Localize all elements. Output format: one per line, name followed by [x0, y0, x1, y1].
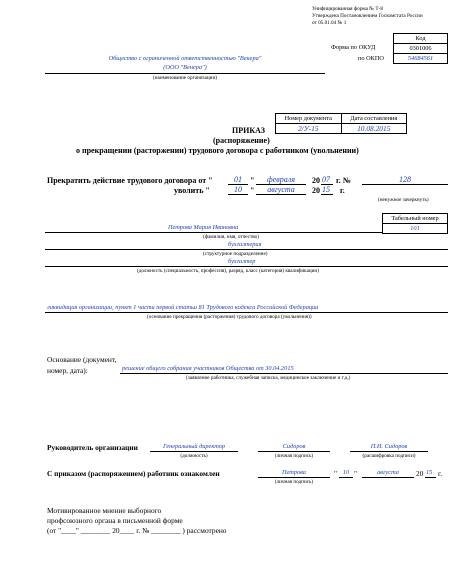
terminate-label: Прекратить действие трудового договора от ": [47, 176, 213, 185]
department-underline: [45, 249, 448, 250]
contract-number-prefix: г. №: [336, 176, 351, 185]
position-underline: [45, 266, 448, 267]
head-signature-underline: [258, 451, 330, 452]
quote-mark: ": [250, 176, 255, 185]
head-label: Руководитель организации: [47, 443, 138, 452]
organization-caption: (наименование организации): [153, 75, 217, 81]
dismiss-month-underline: [256, 194, 306, 195]
document-number-header: Номер документа: [276, 114, 342, 124]
okpo-value: 54684561: [394, 54, 448, 64]
grounds-text: ликвидация организации, пункт 1 части первой статьи 81 Трудового кодекса Российской Федерации: [47, 304, 319, 311]
acquainted-label: С приказом (распоряжением) работник ознакомлен: [47, 469, 220, 478]
union-line-2: профсоюзного органа в письменной форме: [47, 516, 183, 525]
head-position-caption: (должность): [180, 453, 208, 459]
contract-number-underline: [362, 184, 448, 185]
basis-caption: (заявление работника, служебная записка, медицинское заключение и т.д.): [186, 375, 351, 381]
acquainted-month-underline: [362, 477, 414, 478]
organization-name-line-2: (ООО "Венера"): [163, 64, 207, 71]
contract-number: 128: [399, 175, 411, 184]
quote-mark-2: ": [250, 186, 255, 195]
dismiss-year: 15: [322, 185, 330, 194]
position-caption: (должность (специальность, профессия), разряд, класс (категория) квалификации): [137, 268, 319, 274]
basis-underline: [120, 373, 448, 374]
contract-month: февраля: [267, 175, 295, 184]
head-decoding-underline: [350, 451, 428, 452]
contract-year-prefix: 20: [312, 176, 320, 185]
acquainted-day-underline: [339, 477, 353, 478]
dismiss-month: августа: [267, 185, 295, 194]
employee-name: Петрова Мария Ивановна: [168, 224, 239, 231]
head-signature: Сидоров: [282, 443, 306, 450]
acquainted-signature: Петрова: [282, 469, 306, 476]
acquainted-signature-caption: (личная подпись): [274, 479, 314, 485]
organization-name-line-1: Общество с ограниченной ответственностью "Венера": [108, 55, 262, 62]
basis-label-line-1: Основание (документ,: [47, 355, 117, 364]
department-caption: (структурное подразделение): [203, 251, 268, 257]
acquainted-day: 10: [342, 469, 350, 476]
document-date-value: 10.08.2015: [341, 124, 407, 134]
dismiss-year-suffix: г.: [340, 186, 345, 195]
head-position-underline: [150, 451, 238, 452]
document-subject: о прекращении (расторжении) трудового договора с работником (увольнении): [76, 146, 359, 155]
head-position: Генеральный директор: [162, 443, 226, 450]
employee-department: бухгалтерия: [228, 241, 262, 248]
dismiss-label: уволить ": [174, 186, 210, 195]
tab-number-value: 101: [383, 224, 448, 234]
acquainted-year-prefix: 20: [416, 469, 424, 478]
grounds-caption: (основание прекращения (расторжения) трудового договора (увольнения)): [147, 314, 312, 320]
quote-mark-3: ": [334, 469, 338, 478]
contract-day: 01: [234, 175, 242, 184]
acquainted-signature-underline: [258, 477, 330, 478]
okpo-label: по ОКПО: [358, 55, 384, 62]
okud-value: 0301006: [394, 44, 448, 54]
basis-label-line-2: номер, дата):: [47, 366, 88, 375]
document-table: [275, 113, 407, 134]
head-decoding: П.И. Сидоров: [370, 443, 408, 450]
form-header-line-2: Утверждена Постановлением Госкомстата России: [312, 13, 423, 19]
tab-number-table: [382, 213, 448, 234]
union-line-3: (от "____" ________ 20____ г. № ________ ) рассмотрено: [47, 526, 227, 535]
organization-underline: [45, 73, 325, 74]
union-line-1: Мотивированное мнение выборного: [47, 506, 162, 515]
form-header-line-3: от 05.01.04 № 1: [312, 20, 347, 26]
employee-name-underline: [45, 232, 382, 233]
unneeded-caption: (ненужное зачеркнуть): [378, 197, 429, 203]
dismiss-year-prefix: 20: [312, 186, 320, 195]
employee-name-caption: (фамилия, имя, отчество): [203, 234, 259, 240]
code-header: Код: [394, 34, 448, 44]
grounds-underline: [45, 312, 448, 313]
document-date-header: Дата составления: [341, 114, 407, 124]
employee-position: бухгалтер: [228, 258, 256, 265]
acquainted-month: августа: [377, 469, 399, 476]
form-header-line-1: Унифицированная форма № Т-8: [312, 6, 383, 12]
basis-text: решение общего собрания участников Общества от 30.04.2015: [122, 365, 294, 372]
dismiss-year-underline: [321, 194, 333, 195]
quote-mark-4: ": [354, 469, 358, 478]
contract-year: 07: [322, 175, 330, 184]
document-number-value: 2/У-15: [276, 124, 342, 134]
tab-number-header: Табельный номер: [383, 214, 448, 224]
acquainted-year-underline: [425, 477, 436, 478]
head-signature-caption: (личная подпись): [274, 453, 314, 459]
acquainted-year-suffix: г.: [438, 469, 443, 478]
acquainted-year: 15: [426, 469, 433, 476]
document-subtitle: (распоряжение): [213, 136, 270, 145]
okud-label: Форма по ОКУД: [331, 44, 376, 51]
head-decoding-caption: (расшифровка подписи): [362, 453, 416, 459]
document-title: ПРИКАЗ: [232, 126, 265, 135]
dismiss-day-underline: [228, 194, 248, 195]
codes-table: [393, 33, 448, 64]
dismiss-day: 10: [234, 185, 242, 194]
